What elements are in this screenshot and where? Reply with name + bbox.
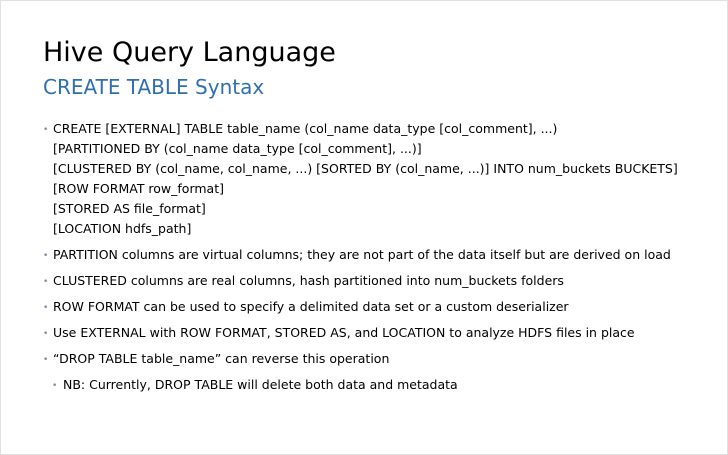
bullet-partition <box>43 245 723 265</box>
bullet-dot-icon: • <box>43 125 49 135</box>
syntax-line: CREATE [EXTERNAL] TABLE table_name (col_name data_type [col_comment], ...) <box>53 121 558 136</box>
syntax-line: [CLUSTERED BY (col_name, col_name, ...) [SORTED BY (col_name, ...)] INTO num_buckets BUCKETS] <box>53 161 678 176</box>
syntax-line: [ROW FORMAT row_format] <box>53 181 224 196</box>
sub-bullet-text: NB: Currently, DROP TABLE will delete both data and metadata <box>63 377 458 392</box>
bullet-text: Use EXTERNAL with ROW FORMAT, STORED AS, and LOCATION to analyze HDFS files in place <box>53 325 635 340</box>
bullet-text: CLUSTERED columns are real columns, hash partitioned into num_buckets folders <box>53 273 564 288</box>
bullet-text: “DROP TABLE table_name” can reverse this operation <box>53 351 390 366</box>
sub-bullet-nb <box>43 375 723 395</box>
bullet-dot-icon: • <box>43 355 49 365</box>
bullet-dot-icon: • <box>52 381 58 391</box>
syntax-line: [PARTITIONED BY (col_name data_type [col_comment], ...)] <box>53 141 422 156</box>
syntax-line: [LOCATION hdfs_path] <box>53 221 192 236</box>
bullet-dot-icon: • <box>43 329 49 339</box>
bullet-text: ROW FORMAT can be used to specify a delimited data set or a custom deserializer <box>53 299 569 314</box>
bullet-dot-icon: • <box>43 277 49 287</box>
bullet-drop-table <box>43 349 723 369</box>
slide-subtitle: CREATE TABLE Syntax <box>43 75 265 99</box>
bullet-text: PARTITION columns are virtual columns; they are not part of the data itself but are derived on load <box>53 247 671 262</box>
bullet-list <box>43 119 723 395</box>
bullet-create-syntax <box>43 119 723 239</box>
bullet-dot-icon: • <box>43 251 49 261</box>
bullet-dot-icon: • <box>43 303 49 313</box>
bullet-clustered <box>43 271 723 291</box>
bullet-external <box>43 323 723 343</box>
bullet-row-format <box>43 297 723 317</box>
syntax-line: [STORED AS file_format] <box>53 201 206 216</box>
slide-title: Hive Query Language <box>43 37 336 68</box>
